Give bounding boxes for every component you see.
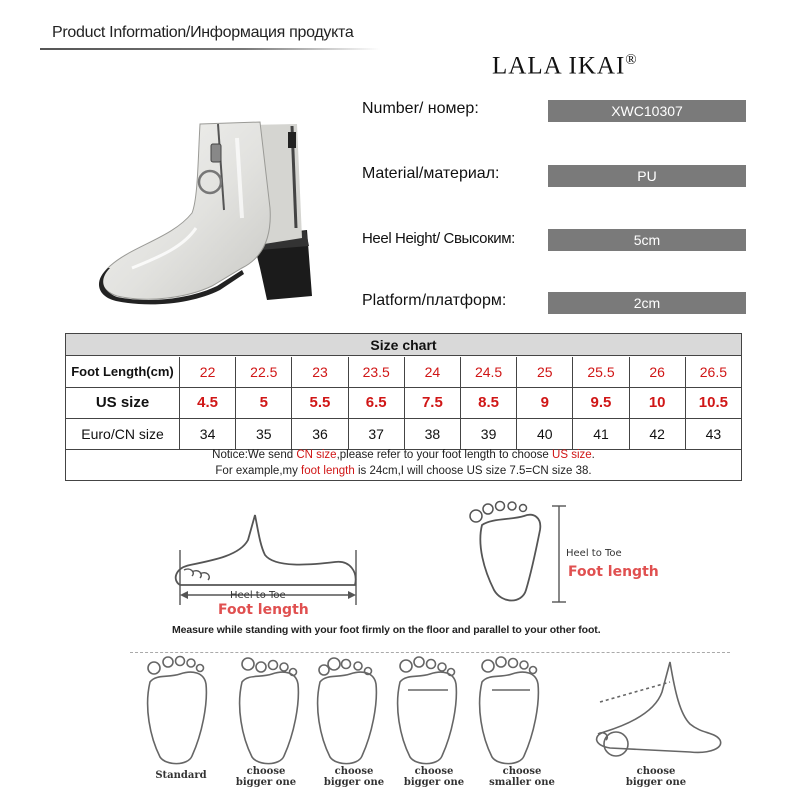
spec-heel-height-value: 5cm [548,229,746,251]
size-cell: 7.5 [404,388,460,418]
size-cell: 5 [235,388,291,418]
foot-type-caption: choose bigger one [403,766,465,788]
page-title: Product Information/Информация продукта [52,24,354,41]
size-cell: 26.5 [685,357,741,387]
spec-material-label: Material/материал: [362,165,500,182]
size-cell: 35 [235,419,291,449]
euro-cn-size-row [66,419,741,450]
size-cell: 26 [629,357,685,387]
sole-heel-to-toe-label: Heel to Toe [566,548,622,559]
us-size-row [66,388,741,419]
brand-name: LALA IKAI [492,52,626,80]
sole-foot-length-label: Foot length [568,564,659,580]
size-cell: 42 [629,419,685,449]
size-cell: 22.5 [235,357,291,387]
spec-number-label: Number/ номер: [362,100,479,117]
spec-platform-value: 2cm [548,292,746,314]
us-size-label: US size [95,394,150,411]
size-cell: 25 [516,357,572,387]
size-cell: 25.5 [572,357,628,387]
size-cell: 41 [572,419,628,449]
size-cell: 10 [629,388,685,418]
sole-foot-diagram [462,500,582,610]
size-cell: 9 [516,388,572,418]
header-divider [40,48,380,50]
foot-length-label: Foot Length(cm) [71,364,174,379]
size-cell: 34 [179,419,235,449]
size-cell: 39 [460,419,516,449]
size-cell: 9.5 [572,388,628,418]
brand-logo [492,52,638,80]
foot-length-highlight: foot length [301,465,355,477]
foot-type-caption: Standard [155,770,207,781]
foot-length-row [66,357,741,388]
size-notice-line1: Notice:We send CN size,please refer to your foot length to choose US size. [212,449,595,461]
size-chart-title: Size chart [66,334,741,356]
cn-size-highlight: CN size [296,449,337,461]
foot-type-caption: choose bigger one [323,766,385,788]
foot-type-caption: choose bigger one [625,766,687,788]
boot-product-image [92,118,332,318]
foot-type-caption: choose smaller one [489,766,555,788]
spec-heel-height-label: Heel Height/ Свысоким: [362,230,515,247]
foot-type-caption: choose bigger one [235,766,297,788]
us-size-highlight: US size [552,449,592,461]
spec-material-value: PU [548,165,746,187]
size-cell: 38 [404,419,460,449]
size-cell: 5.5 [291,388,347,418]
size-cell: 36 [291,419,347,449]
size-cell: 24 [404,357,460,387]
size-cell: 4.5 [179,388,235,418]
spec-number-value: XWC10307 [548,100,746,122]
size-cell: 24.5 [460,357,516,387]
measure-instruction: Measure while standing with your foot firmly on the floor and parallel to your other foot. [172,624,601,636]
size-cell: 6.5 [348,388,404,418]
size-cell: 37 [348,419,404,449]
size-cell: 43 [685,419,741,449]
foot-types-diagram [130,652,750,770]
size-chart-table [65,333,742,481]
side-foot-length-label: Foot length [218,602,309,618]
size-notice-line2: For example,my foot length is 24cm,I will choose US size 7.5=CN size 38. [215,465,592,477]
size-cell: 8.5 [460,388,516,418]
spec-platform-label: Platform/платформ: [362,292,507,309]
size-cell: 40 [516,419,572,449]
size-cell: 23.5 [348,357,404,387]
side-heel-to-toe-label: Heel to Toe [230,590,286,601]
registered-mark: ® [625,52,638,68]
size-cell: 23 [291,357,347,387]
size-cell: 10.5 [685,388,741,418]
euro-cn-size-label: Euro/CN size [81,426,164,442]
size-cell: 22 [179,357,235,387]
